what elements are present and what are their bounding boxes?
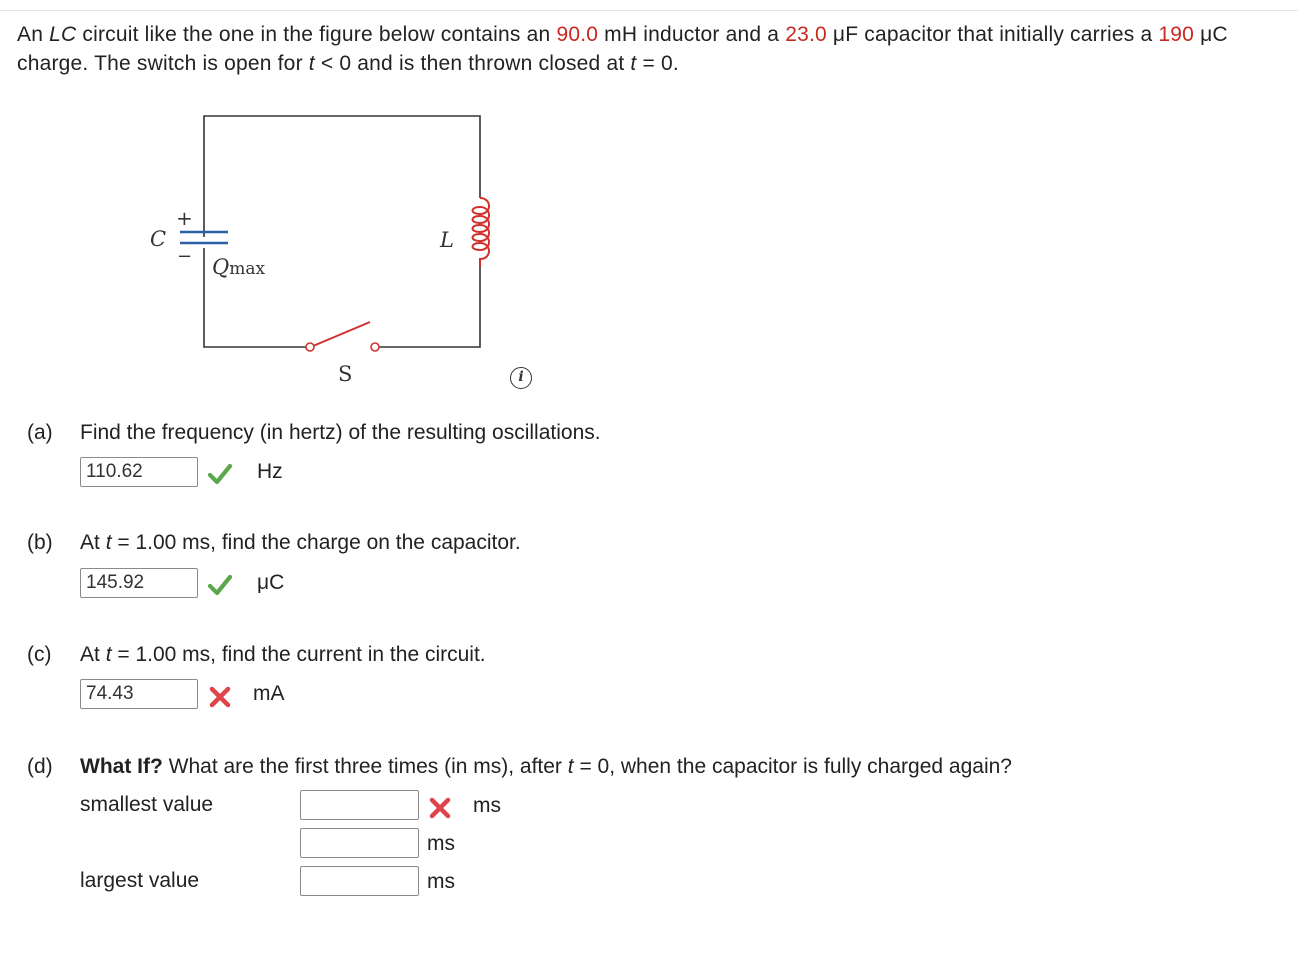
problem-text: = 0. [636, 52, 679, 75]
problem-lc: LC [49, 23, 77, 46]
check-icon [207, 572, 233, 598]
unit-label: μC [257, 571, 285, 594]
cross-icon [427, 795, 453, 821]
problem-t: t [308, 52, 315, 75]
time2-answer-input[interactable] [300, 828, 419, 858]
question-text: What If? What are the first three times (in ms), after t = 0, when the capacitor is fully charged again? [80, 755, 1012, 778]
switch-label: S [338, 362, 353, 386]
capacitor-label: C [150, 227, 167, 251]
problem-text: μF capacitor that initially carries a [826, 23, 1159, 46]
problem-text: < 0 and is then thrown closed at [314, 52, 631, 75]
info-icon[interactable]: i [510, 367, 532, 389]
unit-label: ms [473, 794, 501, 817]
inductor-label: L [440, 228, 454, 252]
question-text: At t = 1.00 ms, find the charge on the capacitor. [80, 531, 521, 554]
inductor-coil [473, 198, 490, 267]
problem-statement [17, 20, 1287, 78]
unit-label: mA [253, 682, 285, 705]
unit-label: ms [427, 870, 455, 893]
switch-contact [371, 343, 379, 351]
problem-text: An [17, 23, 50, 46]
part-label: (c) [27, 643, 52, 666]
charge-answer-input[interactable] [80, 568, 198, 598]
top-divider [0, 10, 1298, 11]
switch-lever [313, 322, 370, 346]
problem-t: t [630, 52, 637, 75]
unit-label: Hz [257, 460, 283, 483]
frequency-answer-input[interactable] [80, 457, 198, 487]
problem-text: circuit like the one in the figure below contains an [76, 23, 557, 46]
part-label: (a) [27, 421, 53, 444]
question-text: At t = 1.00 ms, find the current in the circuit. [80, 643, 486, 666]
unit-label: ms [427, 832, 455, 855]
check-icon [207, 461, 233, 487]
time1-answer-input[interactable] [300, 790, 419, 820]
inductance-value: 90.0 [556, 23, 599, 46]
cross-icon [207, 684, 233, 710]
current-answer-input[interactable] [80, 679, 198, 709]
lc-circuit-figure [130, 105, 530, 395]
circuit-wires [204, 116, 480, 347]
largest-value-label: largest value [80, 869, 200, 892]
capacitance-value: 23.0 [785, 23, 827, 46]
qmax-label: Qmax [212, 255, 266, 279]
charge-value: 190 [1158, 23, 1195, 46]
capacitor-minus-label: − [177, 246, 193, 267]
question-text: Find the frequency (in hertz) of the resulting oscillations. [80, 421, 601, 444]
part-label: (d) [27, 755, 53, 778]
problem-text: mH inductor and a [598, 23, 786, 46]
smallest-value-label: smallest value [80, 793, 214, 816]
switch-contact [306, 343, 314, 351]
problem-text: μC charge. The switch is open for [17, 23, 1228, 75]
part-label: (b) [27, 531, 53, 554]
capacitor-plus-label: + [176, 206, 193, 230]
time3-answer-input[interactable] [300, 866, 419, 896]
